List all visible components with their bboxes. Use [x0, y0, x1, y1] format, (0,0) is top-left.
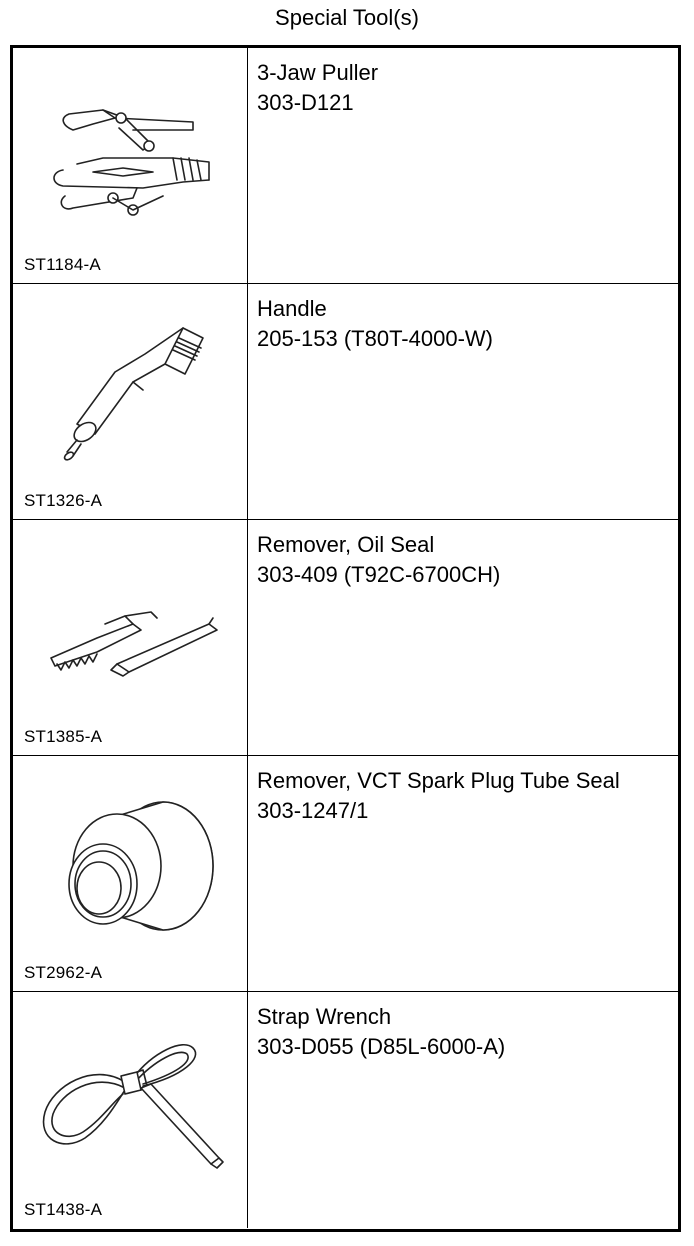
tool-image-id: ST1326-A: [24, 491, 103, 510]
tool-description-cell: [248, 48, 678, 283]
tool-image-cell: [13, 992, 248, 1228]
tool-name: Strap Wrench: [257, 1004, 392, 1029]
tool-name: 3-Jaw Puller: [257, 60, 379, 85]
tool-description-cell: [248, 520, 678, 755]
tool-number: 303-409 (T92C-6700CH): [257, 562, 501, 587]
three-jaw-puller-icon: [33, 88, 233, 228]
table-row: [13, 992, 678, 1228]
tool-image-cell: [13, 520, 248, 755]
tool-number: 303-D055 (D85L-6000-A): [257, 1034, 506, 1059]
tube-seal-remover-icon: [33, 796, 233, 936]
table-row: [13, 48, 678, 284]
table-row: [13, 520, 678, 756]
oil-seal-remover-icon: [33, 560, 233, 700]
tool-name: Remover, VCT Spark Plug Tube Seal: [257, 768, 620, 793]
table-row: [13, 756, 678, 992]
tool-image-id: ST1184-A: [24, 255, 101, 274]
tool-image-id: ST2962-A: [24, 963, 103, 982]
tool-description-cell: [248, 992, 678, 1228]
tool-description-cell: [248, 284, 678, 519]
tool-number: 205-153 (T80T-4000-W): [257, 326, 493, 351]
tool-number: 303-D121: [257, 90, 354, 115]
tool-image-cell: [13, 48, 248, 283]
tool-image-cell: [13, 284, 248, 519]
page-title: Special Tool(s): [275, 5, 419, 30]
tool-number: 303-1247/1: [257, 798, 369, 823]
tool-name: Remover, Oil Seal: [257, 532, 435, 557]
tool-name: Handle: [257, 296, 327, 321]
tool-image-cell: [13, 756, 248, 991]
handle-icon: [33, 324, 233, 464]
strap-wrench-icon: [33, 1032, 233, 1172]
tool-image-id: ST1385-A: [24, 727, 103, 746]
special-tools-table: [10, 45, 681, 1232]
table-row: [13, 284, 678, 520]
tool-description-cell: [248, 756, 678, 991]
tool-image-id: ST1438-A: [24, 1200, 103, 1219]
